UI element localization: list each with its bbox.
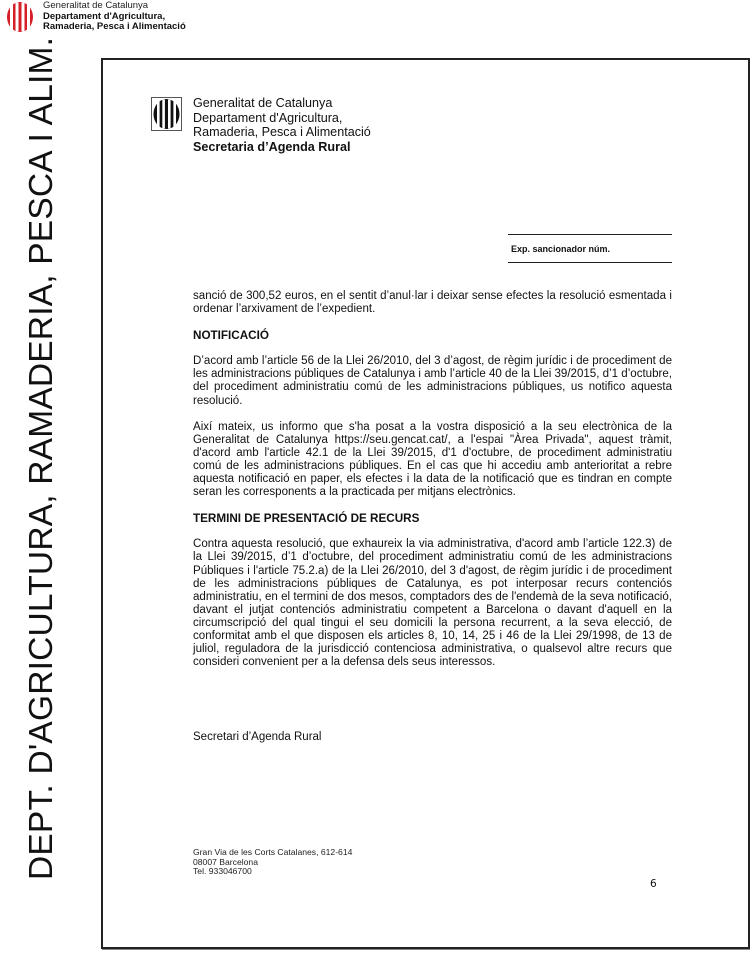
top-header-line-2: Departament d'Agricultura, [43,10,166,22]
page-number: 6 [650,878,657,890]
side-department-stamp: DEPT. D'AGRICULTURA, RAMADERIA, PESCA I ALIM. [23,36,60,880]
letterhead-line-3: Ramaderia, Pesca i Alimentació [193,125,371,139]
signature-title: Secretari d’Agenda Rural [193,731,322,743]
notification-heading: NOTIFICACIÓ [193,329,269,343]
expedient-divider-top [508,234,672,235]
top-institution-header [43,1,186,33]
document-body [193,290,672,682]
letterhead-line-1: Generalitat de Catalunya [193,96,333,110]
footer-city: 08007 Barcelona [193,856,258,867]
letterhead-line-2: Departament d'Agricultura, [193,110,343,125]
expedient-divider-bottom [508,262,672,263]
footer-street: Gran Via de les Corts Catalanes, 612-614 [193,847,353,857]
notification-paragraph-2: Així mateix, us informo que s'ha posat a la vostra disposició a la seu electrònica de la Generalitat de Catalunya https://seu.gencat.cat/, a l'espai "Àrea Privada", aquest tràmit, d'acord amb l'article 42.1 de la Llei 39/2015, d'1 d'octubre, de procediment administratiu comú de les administracions públiques. En el cas que hi accediu amb anterioritat a rebre aquesta notificació en paper, els efectes i la data de la notificació que es tindran en compte seran les corresponents a la practicada per mitjans electrònics. [193,420,672,499]
notification-paragraph-1: D’acord amb l’article 56 de la Llei 26/2010, del 3 d’agost, de règim jurídic i de procediment de les administracions públiques de Catalunya i amb l’article 40 de la Llei 39/2015, d’1 d’octubre, del procediment administratiu comú de les administracions públiques, us notifico aquesta resolució. [193,355,672,407]
appeal-paragraph: Contra aquesta resolució, que exhaureix la via administrativa, d'acord amb l’article 122.3) de la Llei 39/2015, d’1 d’octubre, del procediment administratiu comú de les administracions Públiques i l'article 75.2.a) de la Llei 26/2010, del 3 d'agost, de règim jurídic i de procediment de les administracions públiques de Catalunya, es pot interposar recurs contenciós administratiu, en el termini de dos mesos, comptadors des de l'endemà de la seva notificació, davant el jutjat contenciós administratiu competent a Barcelona o davant d'aquell en la circumscripció del qual tingui el seu domicili la persona recurrent, a la seva elecció, de conformitat amb el que disposen els articles 8, 10, 14, 25 i 46 de la Llei 29/1998, de 13 de juliol, reguladora de la jurisdicció contenciosa administrativa, o qualsevol altre recurs que consideri convenient per a la defensa dels seus interessos. [193,538,672,669]
top-header-line-3: Ramaderia, Pesca i Alimentació [43,21,186,32]
footer-address [193,848,352,877]
letterhead-logo-icon [151,97,182,154]
generalitat-logo-icon [5,1,35,33]
letterhead [193,96,371,154]
intro-paragraph: sanció de 300,52 euros, en el sentit d’anul·lar i deixar sense efectes la resolució esmentada i ordenar l’arxivament de l’expedient. [193,290,672,316]
top-header-line-1: Generalitat de Catalunya [43,0,149,11]
appeal-deadline-heading: TERMINI DE PRESENTACIÓ DE RECURS [193,512,420,526]
footer-phone: Tel. 933046700 [193,866,252,877]
expedient-label: Exp. sancionador núm. [511,244,611,254]
letterhead-line-4: Secretaria d’Agenda Rural [193,139,351,154]
